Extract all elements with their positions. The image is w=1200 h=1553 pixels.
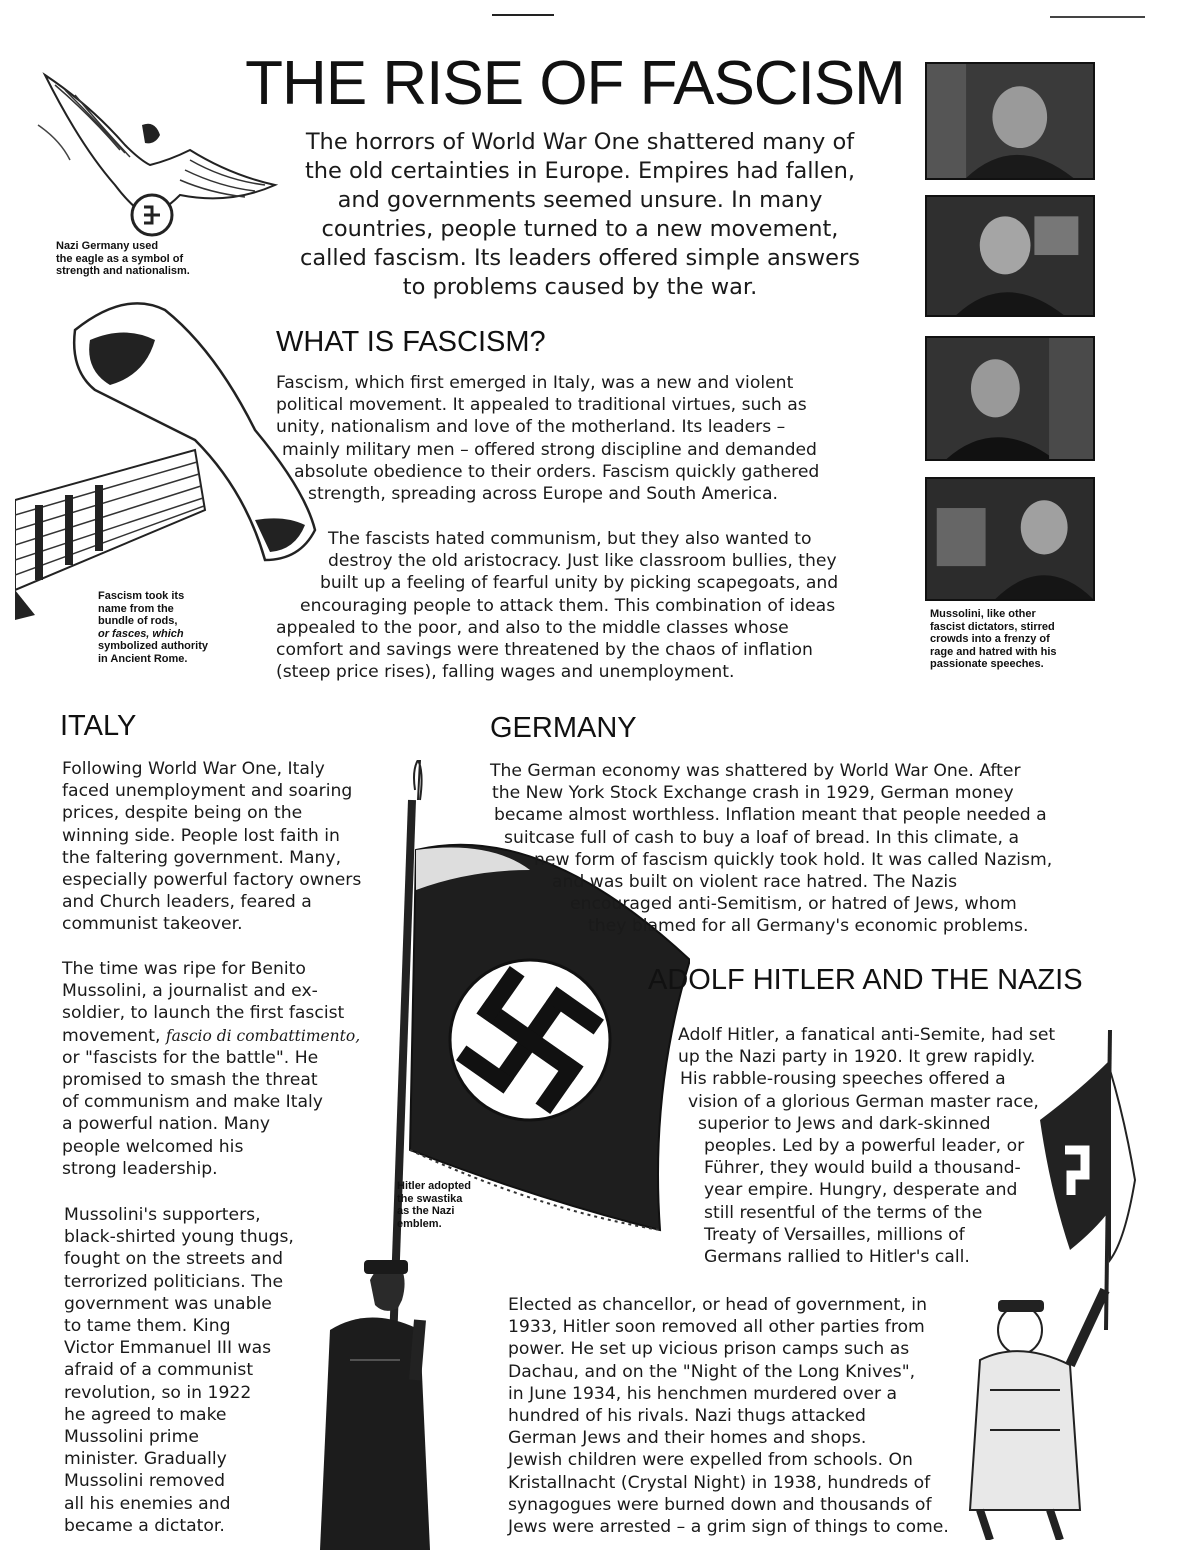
intro-line: the old certainties in Europe. Empires had fallen, xyxy=(304,158,856,184)
eagle-caption: Nazi Germany used the eagle as a symbol of strength and nationalism. xyxy=(56,240,190,277)
hitler-heading: ADOLF HITLER AND THE NAZIS xyxy=(648,964,1083,996)
italy-heading: ITALY xyxy=(60,710,137,742)
intro-line: called fascism. Its leaders offered simple answers xyxy=(300,245,860,271)
italy-paragraph-3: Mussolini's supporters, black-shirted young thugs, fought on the streets and terrorized politicians. The government was unable to tame them. King Victor Emmanuel III was afraid of a communist revolution, so in 1922 he agreed to make Mussolini prime minister. Gradually Mussolini removed all his enemies and became a dictator. xyxy=(64,1205,294,1536)
what-is-fascism-heading: WHAT IS FASCISM? xyxy=(276,326,546,358)
mussolini-photo-2 xyxy=(925,195,1095,317)
italy-paragraph-1: Following World War One, Italy faced unemployment and soaring prices, despite being on the winning side. People lost faith in the faltering government. Many, especially powerful factory owners and Church leaders, feared a communist takeover. xyxy=(62,759,362,935)
hitler-paragraph-1: Adolf Hitler, a fanatical anti-Semite, had set up the Nazi party in 1920. It grew rapidly. His rabble-rousing speeches offered a vision of a glorious German master race, superior to Jews and dark-skinned peoples. Led by a powerful leader, or Führer, they would build a thousand- year empire. Hungry, desperate and still resentful of the terms of the Treaty of Versailles, millions of Germans rallied to Hitler's call. xyxy=(678,1025,1056,1268)
what-is-fascism-paragraph-1: Fascism, which first emerged in Italy, was a new and violent political movement. It appealed to traditional virtues, such as unity, nationalism and love of the motherland. Its leaders – mainly military men – offered strong discipline and demanded absolute obedience to their orders. Fascism quickly gathered strength, spreading across Europe and South America. xyxy=(276,373,820,505)
intro-line: The horrors of World War One shattered many of xyxy=(305,129,855,155)
germany-paragraph: The German economy was shattered by World War One. After the New York Stock Exchange crash in 1929, German money became almost worthless. Inflation meant that people needed a suitcase full of cash to buy a loaf of bread. In this climate, a new form of fascism quickly took hold. It was called Nazism, and was built on violent race hatred. The Nazis encouraged anti-Semitism, or hatred of Jews, whom they blamed for all Germany's economic problems. xyxy=(490,761,1053,937)
mussolini-photo-3 xyxy=(925,336,1095,461)
hitler-paragraph-2: Elected as chancellor, or head of government, in 1933, Hitler soon removed all other parties from power. He set up vicious prison camps such as Dachau, and on the "Night of the Long Knives", in June 1934, his henchmen murdered over a hundred of his rivals. Nazi thugs attacked German Jews and their homes and shops. Jewish children were expelled from schools. On Kristallnacht (Crystal Night) in 1938, hundreds of synagogues were burned down and thousands of Jews were arrested – a grim sign of things to come. xyxy=(508,1295,949,1538)
italy-paragraph-2: The time was ripe for Benito Mussolini, a journalist and ex- soldier, to launch the first fascist movement, fascio di combattimento, or "fascists for the battle". He promised to smash the threat of communism and make Italy a powerful nation. Many people welcomed his strong leadership. xyxy=(62,959,361,1179)
mussolini-caption: Mussolini, like other fascist dictators, stirred crowds into a frenzy of rage and hatred with his passionate speeches. xyxy=(930,608,1057,670)
intro-line: and governments seemed unsure. In many xyxy=(337,187,823,213)
what-is-fascism-paragraph-2: The fascists hated communism, but they also wanted to destroy the old aristocracy. Just like classroom bullies, they built up a feeling of fearful unity by picking scapegoats, and encouraging people to attack them. This combination of ideas appealed to the poor, and also to the middle classes whose comfort and savings were threatened by the chaos of inflation (steep price rises), falling wages and unemployment. xyxy=(276,529,839,683)
nazi-eagle-illustration xyxy=(30,65,280,240)
top-rule-mark xyxy=(492,14,554,16)
mussolini-photo-1 xyxy=(925,62,1095,180)
intro-line: to problems caused by the war. xyxy=(402,274,758,300)
top-right-mark xyxy=(1050,16,1145,18)
page-title: THE RISE OF FASCISM xyxy=(245,49,905,118)
intro-paragraph xyxy=(270,128,890,302)
germany-heading: GERMANY xyxy=(490,712,637,744)
nazi-soldier-flag-illustration xyxy=(960,1030,1140,1540)
fasces-caption: Fascism took its name from the bundle of rods, or fasces, which symbolized authority in Ancient Rome. xyxy=(98,590,209,665)
mussolini-photo-4 xyxy=(925,477,1095,601)
swastika-caption: Hitler adopted the swastika as the Nazi emblem. xyxy=(397,1180,471,1230)
intro-line: countries, people turned to a new movement, xyxy=(321,216,839,242)
